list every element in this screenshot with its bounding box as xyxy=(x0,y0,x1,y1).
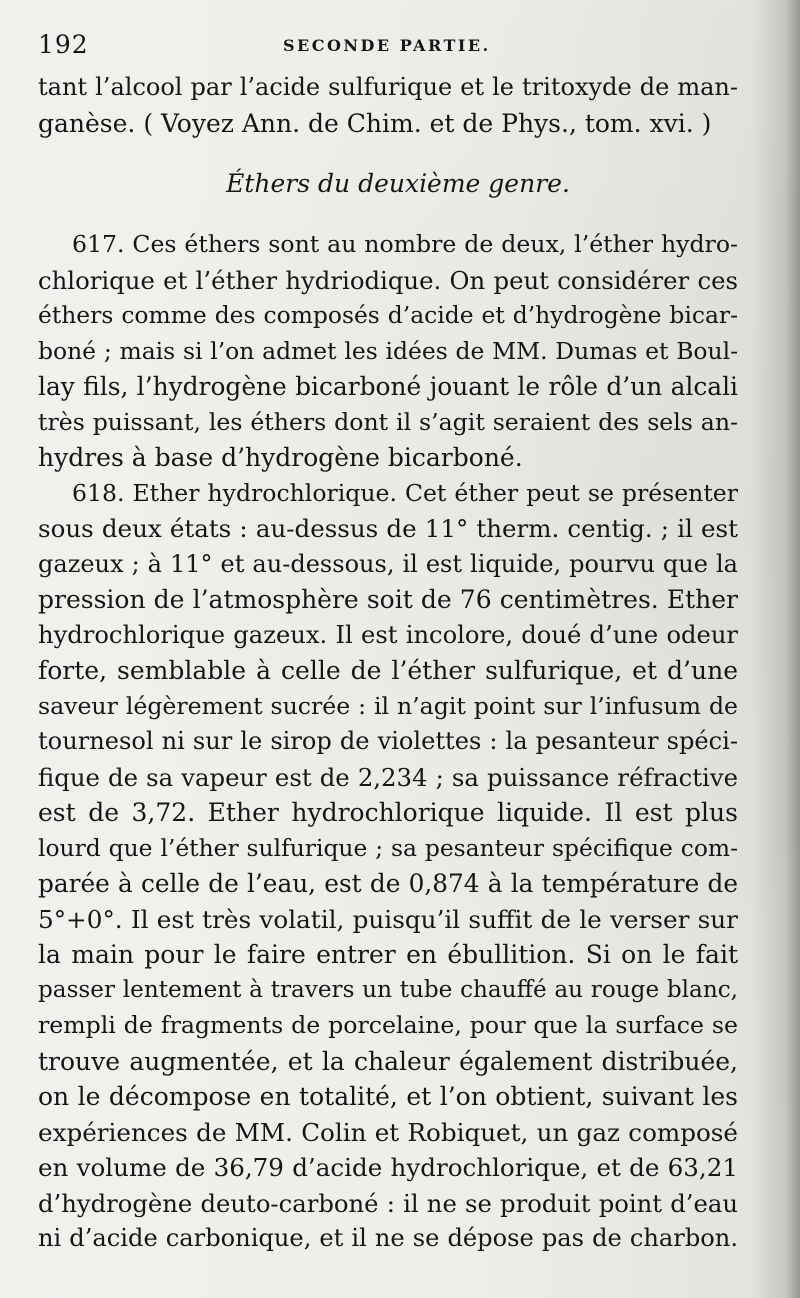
text-line: ganèse. ( Voyez Ann. de Chim. et de Phys., tom. xvi. ) xyxy=(38,108,712,138)
paragraph-618-line: saveur légèrement sucrée : il n’agit point sur l’infusum de xyxy=(38,691,738,720)
paragraph-617-line: éthers comme des composés d’acide et d’hydrogène bicar- xyxy=(38,301,738,329)
paragraph-618-line: d’hydrogène deuto-carboné : il ne se produit point d’eau xyxy=(38,1188,738,1218)
paragraph-618-line: trouve augmentée, et la chaleur également distribuée, xyxy=(38,1046,738,1076)
paragraph-618-line: sous deux états : au-dessus de 11° therm. centig. ; il est xyxy=(38,514,738,543)
paragraph-618-line: tournesol ni sur le sirop de violettes : la pesanteur spéci- xyxy=(38,727,738,755)
paragraph-618-line: ni d’acide carbonique, et il ne se dépose pas de charbon. xyxy=(38,1224,738,1252)
paragraph-618-line: passer lentement à travers un tube chauffé au rouge blanc, xyxy=(38,976,738,1003)
page-edge-shadow xyxy=(786,0,800,1298)
paragraph-618-line: fique de sa vapeur est de 2,234 ; sa puissance réfractive xyxy=(38,762,738,792)
paragraph-618-line: on le décompose en totalité, et l’on obtient, suivant les xyxy=(38,1082,738,1111)
section-title: Éthers du deuxième genre. xyxy=(226,169,570,198)
paragraph-617-line: 617. Ces éthers sont au nombre de deux, l’éther hydro- xyxy=(72,230,738,258)
paragraph-618-line: lourd que l’éther sulfurique ; sa pesanteur spécifique com- xyxy=(38,833,738,862)
paragraph-618-line: gazeux ; à 11° et au-dessous, il est liquide, pourvu que la xyxy=(38,549,738,578)
paragraph-618-line: forte, semblable à celle de l’éther sulfurique, et d’une xyxy=(38,656,738,685)
page-text xyxy=(38,70,738,1257)
paragraph-617-line: chlorique et l’éther hydriodique. On peut considérer ces xyxy=(38,265,738,295)
paragraph-618-line: 618. Ether hydrochlorique. Cet éther peut se présenter xyxy=(72,478,738,507)
paragraph-617-line: lay fils, l’hydrogène bicarboné jouant le rôle d’un alcali xyxy=(38,372,738,401)
paragraph-618-line: hydrochlorique gazeux. Il est incolore, doué d’une odeur xyxy=(38,620,738,649)
paragraph-618-line: pression de l’atmosphère soit de 76 centimètres. Ether xyxy=(38,585,738,614)
paragraph-617-line: boné ; mais si l’on admet les idées de MM. Dumas et Boul- xyxy=(38,336,738,365)
paragraph-618-line: expériences de MM. Colin et Robiquet, un gaz composé xyxy=(38,1117,738,1147)
paragraph-617-line: hydres à base d’hydrogène bicarboné. xyxy=(38,443,523,472)
page-header xyxy=(38,30,738,70)
paragraph-617-line: très puissant, les éthers dont il s’agit seraient des sels an- xyxy=(38,407,738,436)
paragraph-618-line: parée à celle de l’eau, est de 0,874 à la température de xyxy=(38,869,738,898)
paragraph-618-line: rempli de fragments de porcelaine, pour que la surface se xyxy=(38,1011,738,1039)
running-head: SECONDE PARTIE. xyxy=(283,36,491,55)
paragraph-618-line: 5°+0°. Il est très volatil, puisqu’il suffit de le verser sur xyxy=(38,904,738,934)
paragraph-618-line: en volume de 36,79 d’acide hydrochlorique, et de 63,21 xyxy=(38,1153,738,1182)
paragraph-618-line: est de 3,72. Ether hydrochlorique liquide. Il est plus xyxy=(38,798,738,827)
text-line: tant l’alcool par l’acide sulfurique et le tritoxyde de man- xyxy=(38,73,738,101)
page-number: 192 xyxy=(38,30,89,59)
paragraph-618-line: la main pour le faire entrer en ébullition. Si on le fait xyxy=(38,940,738,969)
